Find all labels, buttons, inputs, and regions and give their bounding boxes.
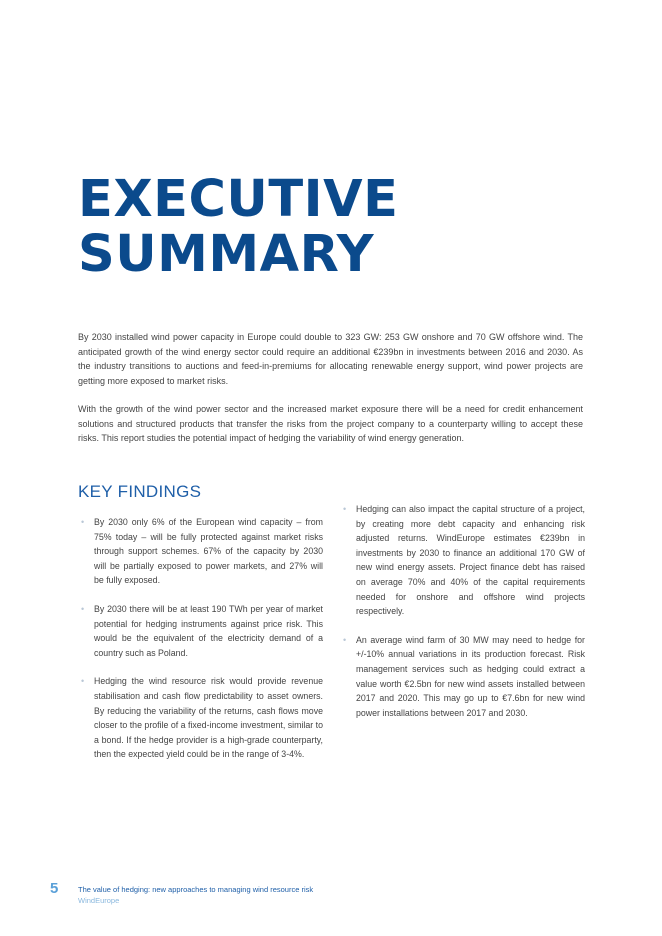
list-item: [78, 515, 323, 588]
list-item: [340, 502, 585, 619]
bullet-text: By 2030 there will be at least 190 TWh per year of market potential for hedging instruments against price risk. This would be the equivalent of the electricity demand of a country such as Poland.: [94, 603, 323, 658]
bullet-text: Hedging the wind resource risk would provide revenue stabilisation and cash flow predictability to asset owners. By reducing the variability of the returns, cash flows move closer to the profile of a fixed-income investment, similar to a bond. If the hedge provider is a high-grade counterparty, then the expected yield could be in the range of 3-4%.: [94, 676, 323, 760]
list-item: [78, 602, 323, 660]
bullet-icon: •: [343, 634, 347, 645]
key-findings-left-column: [78, 515, 323, 776]
bullet-text: An average wind farm of 30 MW may need to hedge for +/-10% annual variations in its production forecast. Risk management services such as hedging could extract a value worth €2.5bn for new wind assets installed between 2017 and 2020. This may go up to €7.6bn for new wind power installations between 2017 and 2030.: [356, 634, 585, 718]
intro-paragraph-1: By 2030 installed wind power capacity in Europe could double to 323 GW: 253 GW onshore and 70 GW offshore wind. The anticipated growth of the wind energy sector could require an additional €239bn in investments between 2016 and 2030. As the industry transitions to auctions and feed-in-premiums for allocating renewable energy support, wind power projects are getting more exposed to market risks.: [78, 332, 583, 386]
bullet-text: Hedging can also impact the capital structure of a project, by creating more debt capacity and enhancing risk adjusted returns. WindEurope estimates €239bn in investments by 2030 to finance an additional 170 GW of new wind energy assets. Project finance debt has raised on average 70% and 40% of the capital requirements needed for onshore and offshore wind projects respectively.: [356, 504, 585, 617]
list-item: [78, 674, 323, 762]
bullet-icon: •: [81, 517, 85, 527]
list-item: [340, 633, 585, 721]
intro-paragraph-2: With the growth of the wind power sector and the increased market exposure there will be a need for credit enhancement solutions and structured products that transfer the risks from the project company to a counterparty willing to accept these risks. This report studies the potential impact of hedging the variability of wind energy generation.: [78, 404, 583, 443]
title-line-1: EXECUTIVE: [78, 170, 399, 229]
page-number: 5: [50, 880, 59, 897]
title-line-2: SUMMARY: [78, 225, 375, 284]
footer-report-title: The value of hedging: new approaches to managing wind resource risk: [78, 885, 314, 894]
bullet-text: By 2030 only 6% of the European wind capacity – from 75% today – will be fully protected against market risks through support schemes. 67% of the capacity by 2030 will be partially exposed to power markets, and 27% will be fully exposed.: [94, 517, 323, 586]
bullet-icon: •: [81, 603, 85, 614]
key-findings-right-column: [340, 502, 585, 734]
key-findings-heading: KEY FINDINGS: [78, 482, 202, 501]
page-title: [78, 172, 398, 282]
bullet-icon: •: [343, 504, 347, 514]
bullet-icon: •: [81, 676, 85, 687]
footer-organization: WindEurope: [78, 896, 120, 905]
